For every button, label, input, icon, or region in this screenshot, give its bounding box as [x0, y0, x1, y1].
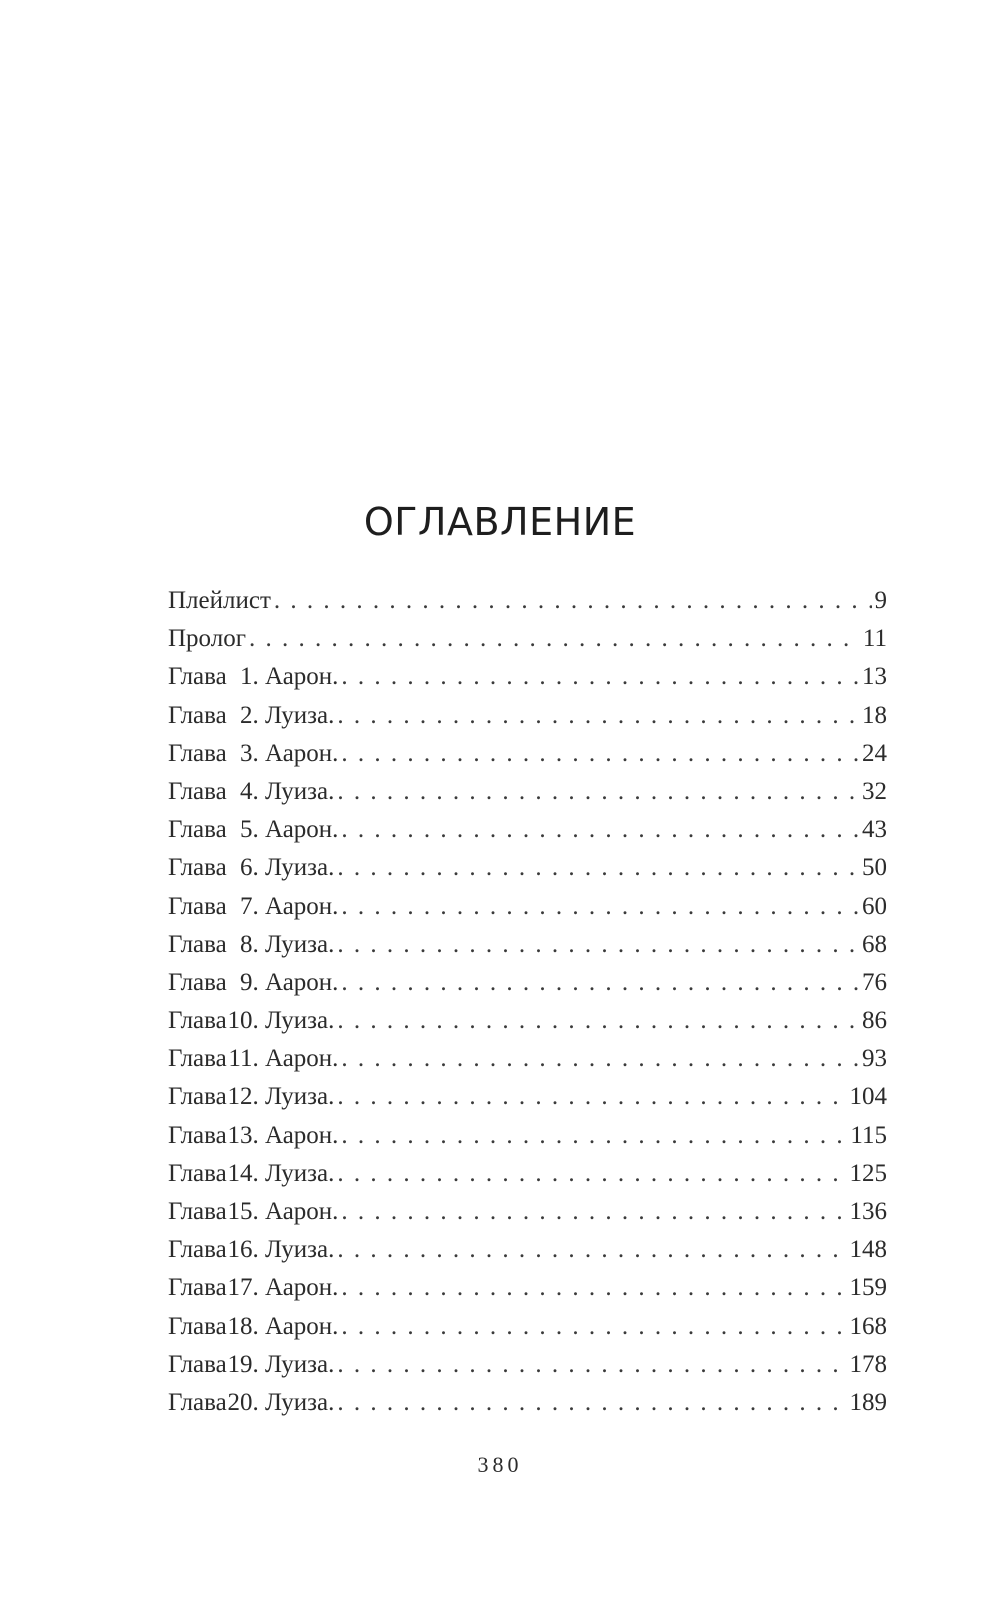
chapter-word: Глава [168, 739, 227, 767]
dot-leader [341, 1199, 846, 1224]
toc-page-number: 115 [850, 1121, 887, 1149]
section-title: Пролог [168, 625, 246, 653]
chapter-word: Глава [168, 1083, 227, 1111]
chapter-number: 7. [239, 892, 259, 920]
dot-leader [337, 932, 859, 957]
chapter-narrator: Луиза. [264, 1350, 335, 1378]
toc-entry [168, 1314, 887, 1352]
chapter-narrator: Луиза. [264, 1159, 335, 1187]
toc-entry-label [168, 932, 334, 957]
toc-entry [168, 1352, 887, 1390]
chapter-number: 1. [239, 663, 259, 691]
dot-leader [341, 1123, 847, 1148]
dot-leader [337, 1084, 846, 1109]
chapter-word: Глава [168, 1159, 227, 1187]
chapter-number: 4. [239, 777, 259, 805]
toc-entry [168, 932, 887, 970]
chapter-number: 19. [227, 1350, 259, 1378]
chapter-number: 10. [227, 1007, 259, 1035]
chapter-narrator: Аарон. [264, 968, 339, 996]
chapter-number: 20. [227, 1388, 259, 1416]
chapter-word: Глава [168, 816, 227, 844]
dot-leader [341, 970, 859, 995]
chapter-number: 18. [227, 1312, 259, 1340]
chapter-word: Глава [168, 1045, 227, 1073]
toc-page-number: 159 [849, 1274, 887, 1302]
toc-entry-label [168, 817, 338, 842]
toc-page-number: 104 [849, 1083, 887, 1111]
chapter-number: 5. [239, 816, 259, 844]
toc-entry [168, 779, 887, 817]
toc-entry-label [168, 1046, 338, 1071]
toc-page-number: 86 [862, 1007, 887, 1035]
toc-page-number: 93 [862, 1045, 887, 1073]
chapter-number: 16. [227, 1236, 259, 1264]
toc-page-number: 50 [862, 854, 887, 882]
dot-leader [337, 1161, 846, 1186]
toc-page-number: 32 [862, 777, 887, 805]
dot-leader [249, 626, 860, 651]
chapter-word: Глава [168, 663, 227, 691]
toc-entry [168, 1008, 887, 1046]
toc-entry [168, 1161, 887, 1199]
chapter-number: 8. [239, 930, 259, 958]
toc-entry-label [168, 1352, 334, 1377]
chapter-narrator: Луиза. [264, 930, 335, 958]
toc-entry-label [168, 779, 334, 804]
toc-entry-label [168, 970, 338, 995]
chapter-number: 14. [227, 1159, 259, 1187]
toc-entry [168, 894, 887, 932]
dot-leader [337, 1390, 846, 1415]
chapter-word: Глава [168, 1007, 227, 1035]
toc-page-number: 178 [849, 1350, 887, 1378]
toc-page-number: 13 [862, 663, 887, 691]
toc-page-number: 24 [862, 739, 887, 767]
dot-leader [337, 1008, 859, 1033]
chapter-word: Глава [168, 1198, 227, 1225]
chapter-word: Глава [168, 968, 227, 996]
dot-leader [341, 1314, 846, 1339]
chapter-narrator: Луиза. [264, 1007, 335, 1035]
toc-entry-label [168, 1275, 338, 1300]
chapter-number: 13. [227, 1121, 259, 1149]
toc-entry-label [168, 741, 338, 766]
toc-page-number: 11 [862, 625, 887, 653]
chapter-narrator: Аарон. [264, 1312, 339, 1340]
toc-page-number: 136 [849, 1198, 887, 1225]
toc-page-number: 43 [862, 816, 887, 844]
toc-entry [168, 588, 887, 626]
chapter-narrator: Аарон. [264, 816, 339, 844]
dot-leader [337, 1237, 846, 1262]
toc-page-number: 60 [862, 892, 887, 920]
chapter-number: 11. [228, 1045, 259, 1073]
toc-entry-label [168, 1008, 334, 1033]
chapter-number: 15. [227, 1198, 259, 1225]
toc-entry [168, 1123, 887, 1161]
toc-entry [168, 1237, 887, 1275]
chapter-word: Глава [168, 892, 227, 920]
toc-entry [168, 817, 887, 855]
toc-page-number: 148 [849, 1236, 887, 1264]
chapter-narrator: Луиза. [264, 1083, 335, 1111]
dot-leader [274, 588, 872, 613]
toc-entry [168, 1275, 887, 1313]
chapter-narrator: Аарон. [264, 739, 339, 767]
toc-entry-label [168, 588, 271, 613]
toc-entry-label [168, 664, 338, 689]
chapter-number: 12. [227, 1083, 259, 1111]
toc-entry-label [168, 626, 246, 651]
toc-entry [168, 1084, 887, 1122]
toc-entry [168, 970, 887, 1008]
chapter-word: Глава [168, 1312, 227, 1340]
toc-page-number: 76 [862, 968, 887, 996]
toc-entry-label [168, 855, 334, 880]
toc-page-number: 9 [874, 587, 887, 614]
chapter-number: 2. [239, 701, 259, 729]
toc-page-number: 68 [862, 930, 887, 958]
chapter-number: 3. [239, 739, 259, 767]
toc-entry-label [168, 703, 334, 728]
toc-entry [168, 1199, 887, 1237]
toc-page-number: 189 [849, 1388, 887, 1416]
toc-entry-label [168, 1161, 334, 1186]
chapter-narrator: Аарон. [264, 1274, 339, 1302]
chapter-word: Глава [168, 1388, 227, 1416]
dot-leader [337, 779, 859, 804]
chapter-narrator: Аарон. [264, 1045, 339, 1073]
chapter-narrator: Луиза. [264, 854, 335, 882]
page-title: ОГЛАВЛЕНИЕ [363, 500, 637, 545]
toc-entry [168, 1390, 887, 1428]
toc-entry-label [168, 1314, 338, 1339]
toc-entry-label [168, 1390, 334, 1415]
chapter-narrator: Луиза. [264, 777, 335, 805]
chapter-word: Глава [168, 930, 227, 958]
chapter-word: Глава [168, 854, 227, 882]
chapter-word: Глава [168, 1350, 227, 1378]
chapter-narrator: Аарон. [264, 1121, 339, 1149]
chapter-narrator: Аарон. [264, 663, 339, 691]
chapter-narrator: Луиза. [264, 701, 335, 729]
toc-entry [168, 664, 887, 702]
toc-page-number: 125 [849, 1159, 887, 1187]
dot-leader [341, 1046, 859, 1071]
toc-entry [168, 1046, 887, 1084]
dot-leader [337, 1352, 846, 1377]
toc-entry [168, 741, 887, 779]
dot-leader [337, 703, 859, 728]
chapter-word: Глава [168, 701, 227, 729]
toc-entry-label [168, 1084, 334, 1109]
dot-leader [341, 817, 859, 842]
section-title: Плейлист [168, 587, 271, 614]
chapter-word: Глава [168, 1121, 227, 1149]
chapter-number: 6. [239, 854, 259, 882]
dot-leader [341, 894, 859, 919]
table-of-contents [168, 588, 887, 1428]
toc-entry-label [168, 1199, 338, 1224]
dot-leader [337, 855, 859, 880]
dot-leader [341, 664, 859, 689]
chapter-narrator: Аарон. [264, 1198, 339, 1225]
toc-entry-label [168, 1123, 338, 1148]
chapter-number: 17. [227, 1274, 259, 1302]
toc-entry-label [168, 894, 338, 919]
toc-entry [168, 855, 887, 893]
chapter-word: Глава [168, 1274, 227, 1302]
chapter-number: 9. [239, 968, 259, 996]
page-number: 380 [477, 1452, 523, 1477]
toc-page-number: 18 [862, 701, 887, 729]
dot-leader [341, 741, 859, 766]
toc-entry [168, 626, 887, 664]
chapter-narrator: Луиза. [264, 1236, 335, 1264]
toc-entry [168, 703, 887, 741]
chapter-narrator: Аарон. [264, 892, 339, 920]
toc-page-number: 168 [849, 1312, 887, 1340]
toc-entry-label [168, 1237, 334, 1262]
chapter-word: Глава [168, 1236, 227, 1264]
dot-leader [341, 1275, 846, 1300]
chapter-narrator: Луиза. [264, 1388, 335, 1416]
chapter-word: Глава [168, 777, 227, 805]
